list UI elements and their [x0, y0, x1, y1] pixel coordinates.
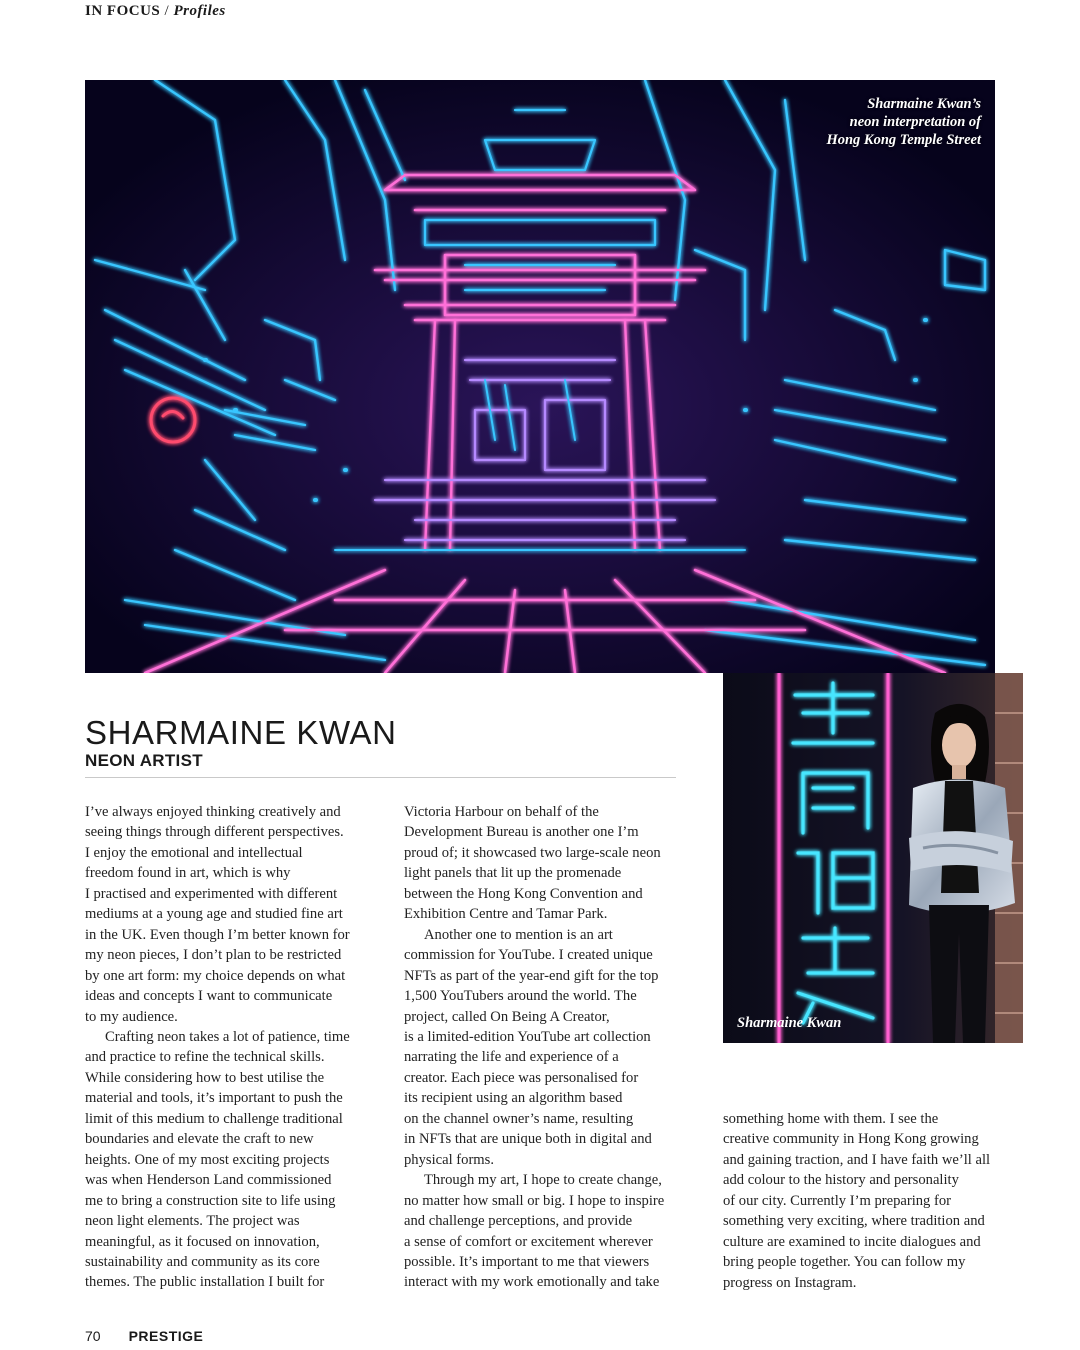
page-footer	[85, 1328, 203, 1344]
text-line: themes. The public installation I built for	[85, 1274, 325, 1291]
heading-divider	[85, 777, 676, 778]
subsection-name: Profiles	[173, 3, 226, 19]
text-line: is a limited-edition YouTube art collection	[404, 1028, 651, 1045]
paragraph	[85, 802, 370, 1027]
text-line: possible. It’s important to me that viewers	[404, 1253, 650, 1270]
text-line: to my audience.	[85, 1008, 178, 1025]
profile-name: SHARMAINE KWAN	[85, 714, 397, 751]
text-line: freedom found in art, which is why	[85, 865, 291, 882]
text-line: seeing things through different perspectives.	[85, 824, 344, 841]
text-line: I’ve always enjoyed thinking creatively and	[85, 804, 341, 820]
text-line: ideas and concepts I want to communicate	[85, 988, 333, 1005]
text-line: NFTs as part of the year-end gift for the top	[404, 967, 659, 984]
text-line: project, called On Being A Creator,	[404, 1008, 610, 1025]
text-line: by one art form: my choice depends on what	[85, 967, 346, 984]
text-line: bring people together. You can follow my	[723, 1254, 966, 1271]
text-line: was when Henderson Land commissioned	[85, 1172, 332, 1189]
body-column-1	[85, 802, 370, 1293]
hero-caption-line: Hong Kong Temple Street	[826, 132, 981, 148]
text-line: mediums at a young age and studied fine art	[85, 906, 343, 923]
text-line: no matter how small or big. I hope to inspire	[404, 1192, 665, 1209]
text-line: and practice to refine the technical skills.	[85, 1049, 325, 1066]
portrait-illustration	[723, 673, 1023, 1043]
text-line: something home with them. I see the	[723, 1111, 939, 1127]
text-line: sustainability and community as its core	[85, 1253, 320, 1270]
text-line: my neon pieces, I don’t plan to be restricted	[85, 947, 342, 964]
text-line: of our city. Currently I’m preparing for	[723, 1192, 952, 1209]
text-line: on the channel owner’s name, resulting	[404, 1110, 634, 1127]
text-line: add colour to the history and personality	[723, 1172, 959, 1189]
body-column-2	[404, 802, 689, 1293]
text-line: me to bring a construction site to life using	[85, 1192, 336, 1209]
text-line: neon light elements. The project was	[85, 1213, 300, 1230]
section-tag	[85, 3, 226, 20]
text-line: material and tools, it’s important to push the	[85, 1090, 343, 1107]
text-line: creator. Each piece was personalised for	[404, 1069, 639, 1086]
text-line: its recipient using an algorithm based	[404, 1090, 623, 1107]
portrait-photo	[723, 673, 1023, 1043]
text-line: Victoria Harbour on behalf of the	[404, 804, 599, 820]
hero-caption-line: neon interpretation of	[849, 114, 981, 130]
text-line: Another one to mention is an art	[424, 926, 613, 943]
paragraph	[404, 802, 689, 925]
body-column-3	[723, 1109, 1008, 1293]
text-line: physical forms.	[404, 1151, 494, 1168]
text-line: light panels that lit up the promenade	[404, 865, 622, 882]
text-line: and challenge perceptions, and provide	[404, 1213, 633, 1230]
text-line: Crafting neon takes a lot of patience, time	[105, 1028, 350, 1045]
text-line: progress on Instagram.	[723, 1274, 857, 1291]
text-line: culture are examined to incite dialogues and	[723, 1233, 981, 1250]
paragraph	[85, 1027, 370, 1293]
text-line: something very exciting, where tradition and	[723, 1213, 985, 1230]
profile-role: NEON ARTIST	[85, 751, 203, 770]
text-line: in NFTs that are unique both in digital and	[404, 1131, 652, 1148]
section-name: IN FOCUS	[85, 3, 161, 19]
neon-temple-street-illustration	[85, 80, 995, 673]
text-line: I practised and experimented with different	[85, 885, 338, 902]
text-line: meaningful, as it focused on innovation,	[85, 1233, 320, 1250]
text-line: interact with my work emotionally and take	[404, 1274, 660, 1291]
hero-caption-line: Sharmaine Kwan’s	[867, 96, 981, 112]
page-number: 70	[85, 1328, 101, 1344]
text-line: Development Bureau is another one I’m	[404, 824, 639, 841]
paragraph	[723, 1109, 1008, 1293]
text-line: limit of this medium to challenge traditional	[85, 1110, 343, 1127]
text-line: Through my art, I hope to create change,	[424, 1172, 662, 1189]
text-line: heights. One of my most exciting projects	[85, 1151, 330, 1168]
text-line: Exhibition Centre and Tamar Park.	[404, 906, 608, 923]
text-line: and gaining traction, and I have faith we’ll all	[723, 1151, 991, 1168]
text-line: narrating the life and experience of a	[404, 1049, 619, 1066]
text-line: proud of; it showcased two large-scale neon	[404, 844, 661, 861]
magazine-name: PRESTIGE	[128, 1328, 204, 1344]
text-line: boundaries and elevate the craft to new	[85, 1131, 314, 1148]
text-line: a sense of comfort or excitement wherever	[404, 1233, 653, 1250]
portrait-caption: Sharmaine Kwan	[737, 1015, 842, 1031]
text-line: between the Hong Kong Convention and	[404, 885, 643, 902]
text-line: creative community in Hong Kong growing	[723, 1131, 979, 1148]
paragraph	[404, 1170, 689, 1293]
paragraph	[404, 925, 689, 1170]
text-line: While considering how to best utilise the	[85, 1069, 325, 1086]
text-line: 1,500 YouTubers around the world. The	[404, 988, 637, 1005]
hero-neon-artwork	[85, 80, 995, 673]
text-line: commission for YouTube. I created unique	[404, 947, 653, 964]
hero-caption	[826, 95, 981, 149]
text-line: in the UK. Even though I’m better known for	[85, 926, 350, 943]
section-separator: /	[160, 3, 174, 19]
text-line: I enjoy the emotional and intellectual	[85, 844, 303, 861]
